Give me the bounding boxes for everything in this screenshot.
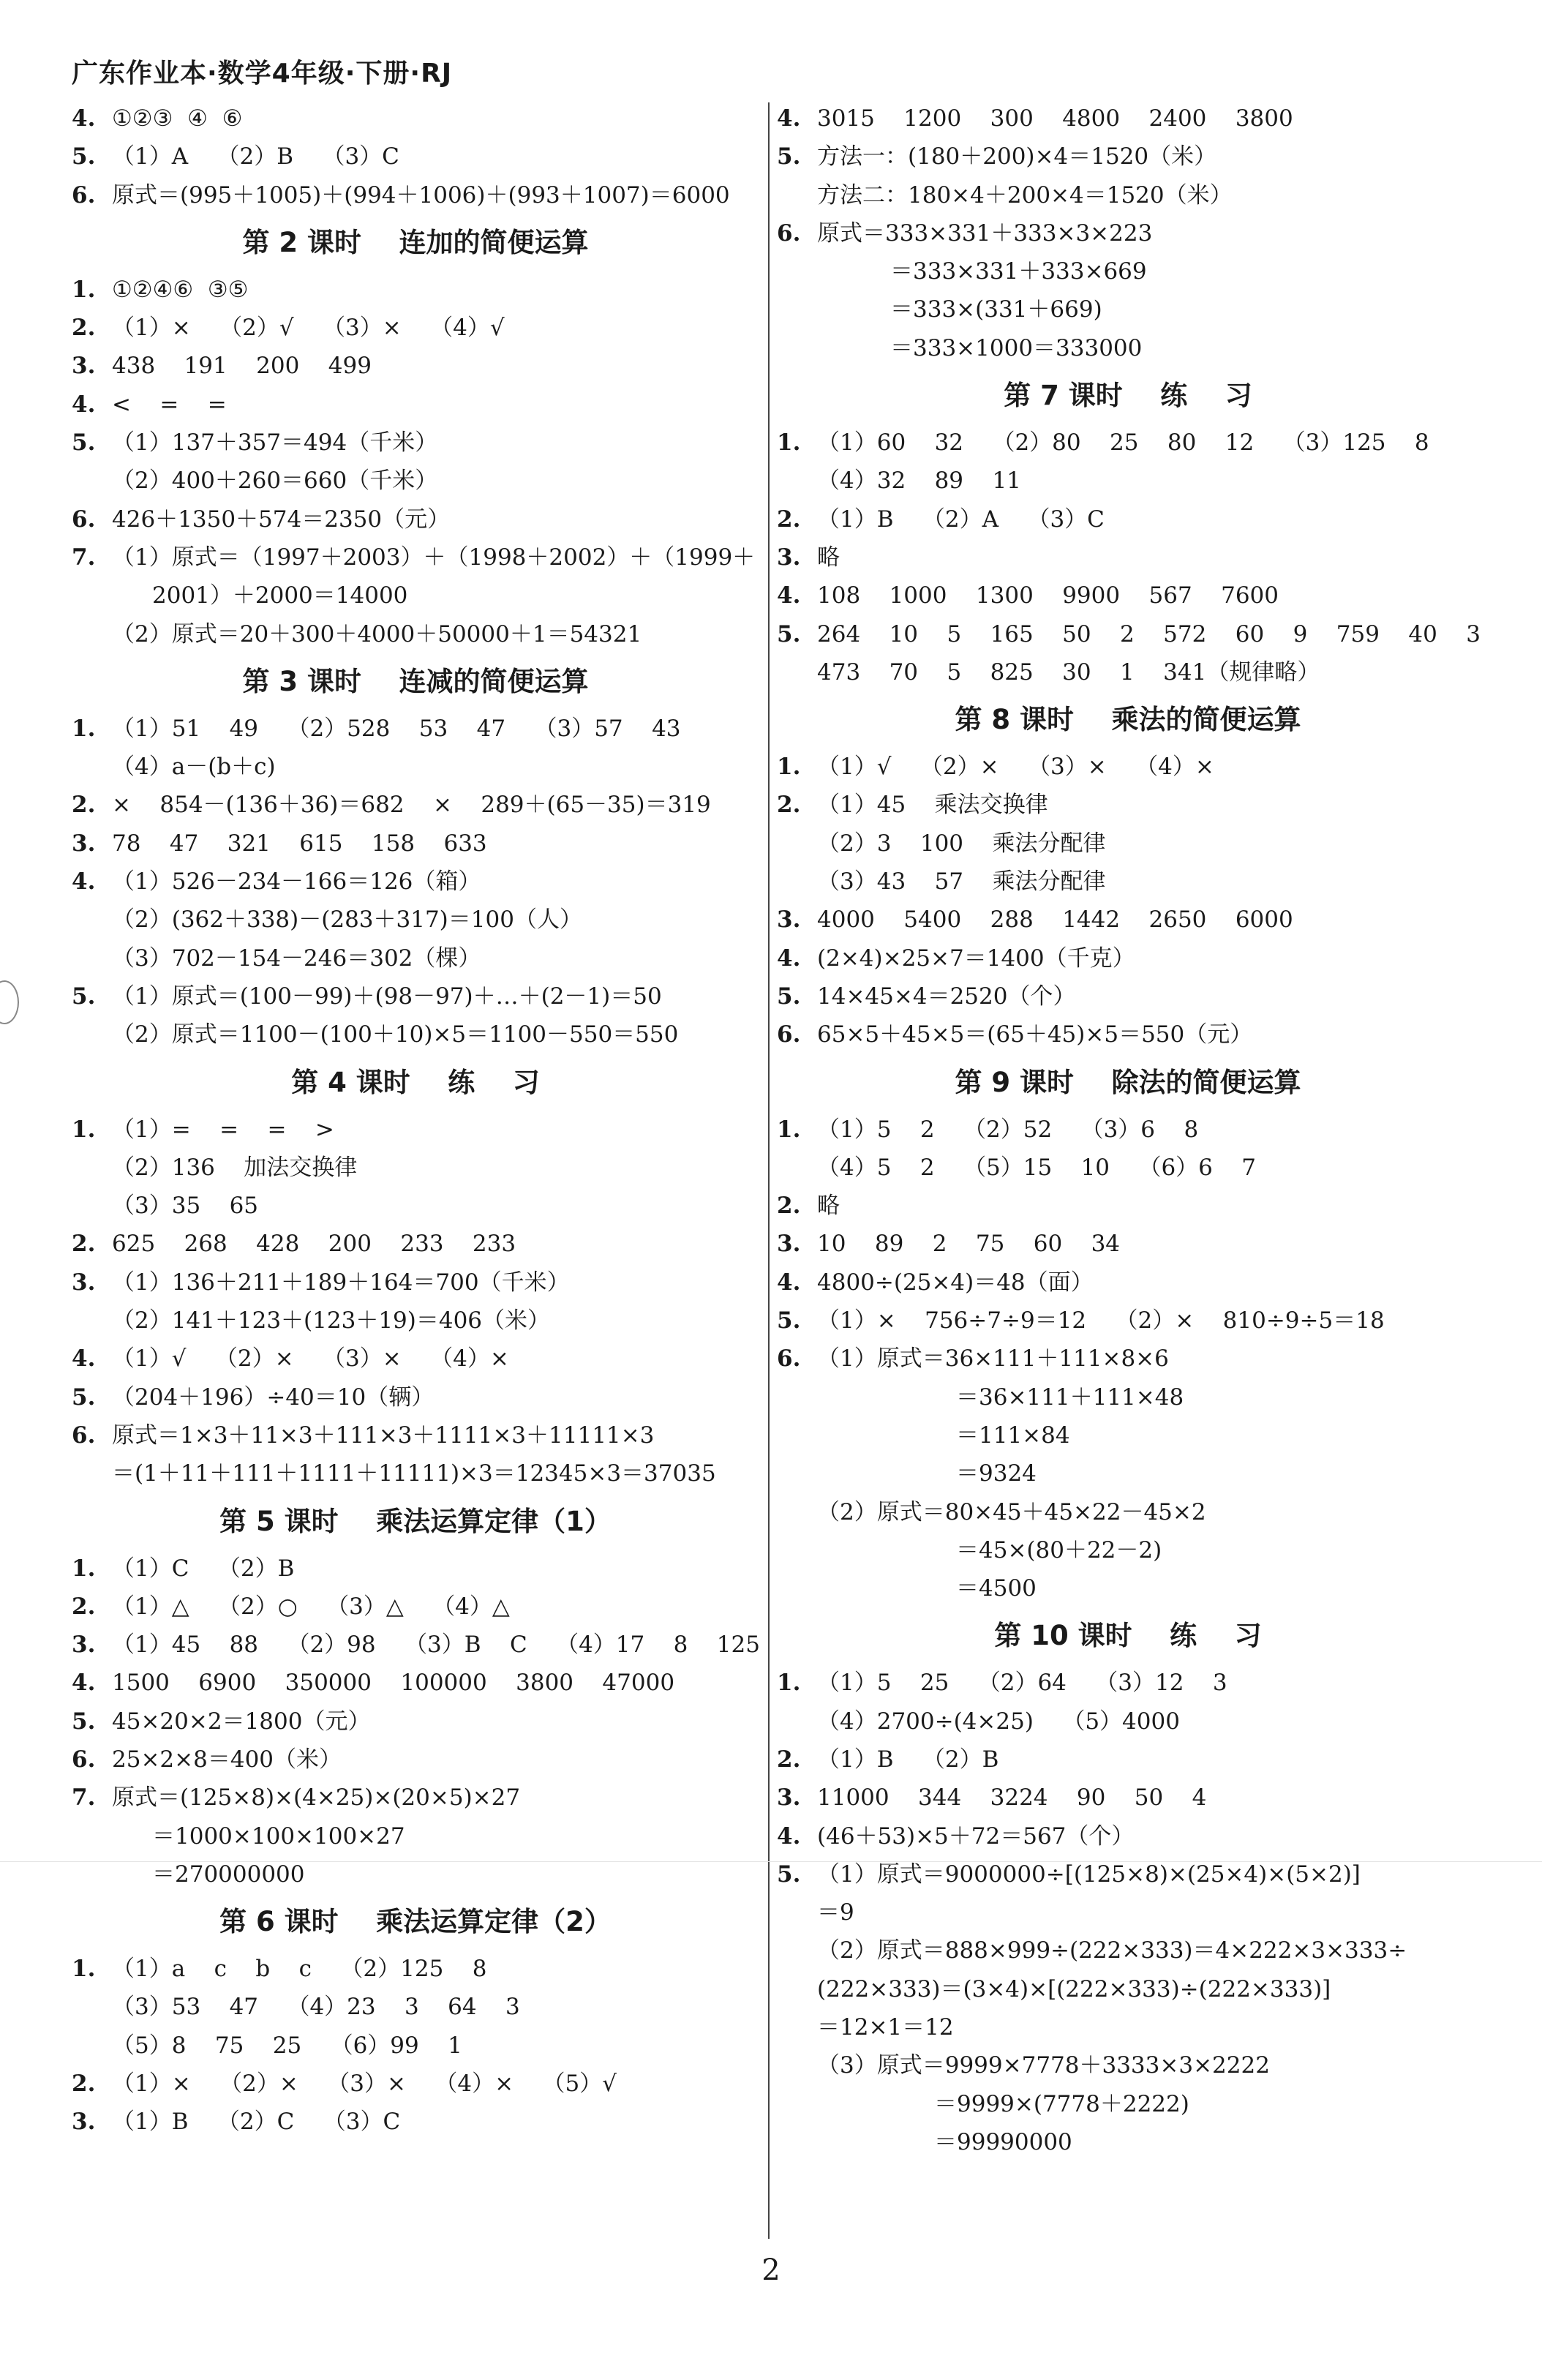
- answer-text: 3015 1200 300 4800 2400 3800: [817, 105, 1293, 132]
- question-number: 3.: [72, 1632, 96, 1659]
- question-number: 5.: [72, 1708, 96, 1735]
- answer-text: 625 268 428 200 233 233: [112, 1231, 516, 1258]
- question-number: 2.: [777, 506, 801, 533]
- answer-text: 原式＝(995＋1005)＋(994＋1006)＋(993＋1007)＝6000: [112, 181, 730, 209]
- question-number: 3.: [777, 1784, 801, 1812]
- answer-text: (2×4)×25×7＝1400（千克）: [817, 945, 1135, 972]
- question-number: 2.: [72, 1593, 96, 1620]
- answer-text: 方法二：180×4＋200×4＝1520（米）: [817, 181, 1233, 209]
- answer-line: [777, 1703, 1479, 1741]
- question-number: 5.: [72, 1384, 96, 1411]
- answer-text: （2）3 100 乘法分配律: [817, 830, 1106, 857]
- answer-line: [777, 176, 1479, 214]
- question-number: 2.: [72, 1231, 96, 1258]
- answer-line: [777, 1817, 1479, 1855]
- answer-line: [72, 1626, 759, 1664]
- question-number: 5.: [777, 620, 801, 647]
- answer-line: [72, 1454, 759, 1493]
- answer-text: （1）原式＝36×111＋111×8×6: [817, 1345, 1169, 1373]
- answer-line: [72, 1378, 759, 1416]
- question-number: 4.: [777, 1269, 801, 1296]
- answer-line: [72, 2065, 759, 2103]
- answer-line: [777, 138, 1479, 176]
- answer-text: （1）B （2）A （3）C: [817, 506, 1105, 533]
- answer-text: （1）137＋357＝494（千米）: [112, 429, 438, 457]
- answer-line: [777, 1378, 1479, 1416]
- question-number: 5.: [777, 1861, 801, 1888]
- answer-text: ＝9324: [956, 1460, 1037, 1487]
- answer-line: [777, 214, 1479, 252]
- lesson-5-answers: [72, 1550, 759, 1894]
- intro-answers-right: [777, 100, 1479, 367]
- answer-text: ＝(1＋11＋111＋1111＋11111)×3＝12345×3＝37035: [112, 1460, 716, 1487]
- question-number: 6.: [72, 1746, 96, 1773]
- question-number: 6.: [72, 181, 96, 209]
- answer-line: [72, 901, 759, 939]
- answer-line: [777, 2008, 1479, 2046]
- answer-line: [72, 424, 759, 462]
- answer-text: 4800÷(25×4)＝48（面）: [817, 1269, 1094, 1296]
- answer-text: 108 1000 1300 9900 567 7600: [817, 582, 1279, 609]
- answer-text: （1）√ （2）× （3）× （4）×: [817, 754, 1214, 781]
- answer-line: [72, 2103, 759, 2141]
- answer-line: [72, 1187, 759, 1225]
- answer-line: [777, 2046, 1479, 2084]
- answer-line: [777, 1302, 1479, 1340]
- page-header: 广东作业本·数学4年级·下册·RJ: [72, 59, 453, 89]
- question-number: 7.: [72, 1784, 96, 1812]
- answer-text: ＝12×1＝12: [817, 2014, 954, 2041]
- answer-text: （1）51 49 （2）528 53 47 （3）57 43: [112, 715, 681, 742]
- question-number: 4.: [777, 105, 801, 132]
- answer-line: [72, 710, 759, 748]
- answer-text: 10 89 2 75 60 34: [817, 1231, 1121, 1258]
- answer-line: [72, 577, 759, 615]
- answer-text: 426＋1350＋574＝2350（元）: [112, 506, 451, 533]
- question-number: 4.: [777, 582, 801, 609]
- answer-text: 2001）＋2000＝14000: [152, 582, 408, 609]
- answer-text: （2）原式＝20＋300＋4000＋50000＋1＝54321: [112, 620, 642, 647]
- answer-text: (46＋53)×5＋72＝567（个）: [817, 1822, 1135, 1850]
- question-number: 1.: [777, 1116, 801, 1143]
- answer-text: （1）× （2）× （3）× （4）× （5）√: [112, 2071, 617, 2098]
- answer-text: （3）35 65: [112, 1193, 259, 1220]
- section-heading-lesson-4: 第 4 课时 练 习: [291, 1066, 540, 1098]
- answer-line: [777, 1932, 1479, 1970]
- answer-text: （3）53 47 （4）23 3 64 3: [112, 1994, 520, 2021]
- answer-text: （1）5 25 （2）64 （3）12 3: [817, 1670, 1227, 1697]
- answer-text: （1）a c b c （2）125 8: [112, 1956, 487, 1983]
- answer-line: [72, 939, 759, 977]
- answer-text: ＝270000000: [152, 1861, 305, 1888]
- answer-line: [72, 1588, 759, 1626]
- question-number: 3.: [72, 2109, 96, 2136]
- answer-text: （2）原式＝888×999÷(222×333)＝4×222×3×333÷: [817, 1937, 1407, 1964]
- answer-text: （5）8 75 25 （6）99 1: [112, 2032, 462, 2059]
- question-number: 1.: [72, 1116, 96, 1143]
- answer-line: [72, 347, 759, 385]
- answer-text: 438 191 200 499: [112, 353, 372, 380]
- answer-text: （4）5 2 （5）15 10 （6）6 7: [817, 1154, 1257, 1181]
- answer-line: [777, 500, 1479, 538]
- question-number: 1.: [72, 1956, 96, 1983]
- answer-text: ①②③ ④ ⑥: [112, 105, 243, 132]
- answer-text: （1）A （2）B （3）C: [112, 143, 399, 170]
- answer-text: 略: [817, 544, 840, 571]
- answer-line: [777, 1187, 1479, 1225]
- answer-text: < = =: [112, 391, 227, 418]
- answer-text: （1）原式＝(100－99)＋(98－97)＋…＋(2－1)＝50: [112, 983, 662, 1010]
- answer-line: [72, 786, 759, 824]
- answer-text: （1）× 756÷7÷9＝12 （2）× 810÷9÷5＝18: [817, 1307, 1385, 1334]
- answer-text: ＝99990000: [934, 2128, 1072, 2155]
- answer-text: （204＋196）÷40＝10（辆）: [112, 1384, 435, 1411]
- question-number: 4.: [72, 1345, 96, 1373]
- answer-text: ＝4500: [956, 1575, 1037, 1602]
- answer-line: [72, 1741, 759, 1779]
- answer-line: [72, 176, 759, 214]
- answer-text: 原式＝1×3＋11×3＋111×3＋1111×3＋11111×3: [112, 1422, 655, 1449]
- answer-line: [72, 977, 759, 1016]
- answer-line: [777, 538, 1479, 577]
- answer-line: [777, 1416, 1479, 1454]
- question-number: 5.: [72, 143, 96, 170]
- lesson-4-answers: [72, 1111, 759, 1493]
- answer-text: （1）45 乘法交换律: [817, 792, 1048, 819]
- question-number: 4.: [777, 945, 801, 972]
- answer-line: [72, 1149, 759, 1187]
- answer-line: [72, 138, 759, 176]
- answer-text: （4）32 89 11: [817, 468, 1021, 495]
- answer-text: （1）原式＝9000000÷[(125×8)×(25×4)×(5×2)]: [817, 1861, 1361, 1888]
- answer-line: [777, 577, 1479, 615]
- question-number: 1.: [72, 1555, 96, 1582]
- question-number: 1.: [72, 715, 96, 742]
- question-number: 5.: [72, 983, 96, 1010]
- answer-line: [777, 1493, 1479, 1531]
- answer-line: [777, 2123, 1479, 2161]
- question-number: 6.: [777, 1345, 801, 1373]
- answer-line: [777, 100, 1479, 138]
- answer-text: （3）702－154－246＝302（棵）: [112, 945, 481, 972]
- answer-line: [777, 252, 1479, 290]
- answer-line: [72, 1111, 759, 1149]
- question-number: 3.: [72, 353, 96, 380]
- answer-line: [72, 1779, 759, 1817]
- answer-line: [777, 863, 1479, 901]
- question-number: 2.: [777, 1746, 801, 1773]
- answer-line: [72, 1016, 759, 1054]
- question-number: 2.: [777, 792, 801, 819]
- question-number: 4.: [777, 1822, 801, 1850]
- answer-line: [777, 1664, 1479, 1702]
- answer-line: [72, 1817, 759, 1855]
- answer-text: （1）136＋211＋189＋164＝700（千米）: [112, 1269, 570, 1296]
- answer-line: [777, 1855, 1479, 1893]
- answer-line: [777, 1569, 1479, 1607]
- answer-text: （1）60 32 （2）80 25 80 12 （3）125 8: [817, 429, 1429, 457]
- answer-line: [777, 653, 1479, 691]
- lesson-10-answers: [777, 1664, 1479, 2161]
- answer-text: （1）= = = >: [112, 1116, 334, 1143]
- answer-text: (222×333)＝(3×4)×[(222×333)÷(222×333)]: [817, 1975, 1331, 2002]
- answer-text: （1）原式＝（1997＋2003）＋（1998＋2002）＋（1999＋: [112, 544, 756, 571]
- answer-text: （1）C （2）B: [112, 1555, 295, 1582]
- answer-line: [72, 1340, 759, 1378]
- question-number: 6.: [777, 219, 801, 247]
- answer-line: [777, 786, 1479, 824]
- answer-text: 原式＝(125×8)×(4×25)×(20×5)×27: [112, 1784, 521, 1812]
- section-heading-lesson-2: 第 2 课时 连加的简便运算: [242, 226, 589, 258]
- answer-line: [777, 1225, 1479, 1263]
- answer-line: [777, 290, 1479, 329]
- question-number: 1.: [777, 429, 801, 457]
- answer-text: （1）B （2）C （3）C: [112, 2109, 401, 2136]
- answer-text: 原式＝333×331＋333×3×223: [817, 219, 1153, 247]
- answer-line: [777, 1454, 1479, 1493]
- section-heading-lesson-6: 第 6 课时 乘法运算定律（2）: [219, 1906, 612, 1938]
- answer-text: ＝111×84: [956, 1422, 1070, 1449]
- answer-text: （1）526－234－166＝126（箱）: [112, 868, 481, 896]
- question-number: 7.: [72, 544, 96, 571]
- answer-line: [72, 462, 759, 500]
- section-heading-lesson-10: 第 10 课时 练 习: [994, 1620, 1262, 1652]
- section-heading-lesson-3: 第 3 课时 连减的简便运算: [242, 665, 589, 697]
- answer-line: [777, 939, 1479, 977]
- answer-line: [777, 1531, 1479, 1569]
- answer-line: [72, 748, 759, 786]
- answer-line: [72, 1416, 759, 1454]
- answer-text: 1500 6900 350000 100000 3800 47000: [112, 1670, 675, 1697]
- question-number: 3.: [777, 906, 801, 934]
- answer-line: [72, 271, 759, 309]
- answer-line: [777, 1149, 1479, 1187]
- answer-text: （4）2700÷(4×25) （5）4000: [817, 1708, 1180, 1735]
- answer-text: ＝9999×(7778＋2222): [934, 2090, 1189, 2117]
- answer-line: [72, 1855, 759, 1893]
- intro-answers-left: [72, 100, 759, 214]
- answer-line: [777, 615, 1479, 653]
- answer-line: [777, 1264, 1479, 1302]
- answer-text: 78 47 321 615 158 633: [112, 830, 487, 857]
- answer-text: （3）43 57 乘法分配律: [817, 868, 1106, 896]
- answer-text: （2）141＋123＋(123＋19)＝406（米）: [112, 1307, 551, 1334]
- answer-line: [72, 1264, 759, 1302]
- question-number: 3.: [72, 830, 96, 857]
- answer-line: [72, 100, 759, 138]
- lesson-2-answers: [72, 271, 759, 653]
- section-heading-lesson-8: 第 8 课时 乘法的简便运算: [955, 704, 1301, 736]
- answer-line: [777, 462, 1479, 500]
- answer-text: （2）400＋260＝660（千米）: [112, 468, 438, 495]
- answer-line: [777, 1016, 1479, 1054]
- answer-text: （2）136 加法交换律: [112, 1154, 358, 1181]
- answer-line: [777, 329, 1479, 367]
- answer-text: ＝45×(80＋22－2): [956, 1536, 1162, 1563]
- question-number: 2.: [777, 1193, 801, 1220]
- question-number: 5.: [777, 1307, 801, 1334]
- section-heading-lesson-7: 第 7 课时 练 习: [1004, 380, 1252, 412]
- answer-text: ①②④⑥ ③⑤: [112, 276, 249, 303]
- question-number: 6.: [777, 1021, 801, 1048]
- column-divider: [768, 102, 770, 2239]
- question-number: 6.: [72, 506, 96, 533]
- answer-line: [777, 1893, 1479, 1932]
- answer-text: ＝9: [817, 1899, 854, 1926]
- answer-line: [777, 2085, 1479, 2123]
- answer-line: [72, 615, 759, 653]
- answer-text: （1）× （2）√ （3）× （4）√: [112, 315, 505, 342]
- answer-text: ＝333×331＋333×669: [890, 258, 1147, 285]
- answer-line: [777, 1741, 1479, 1779]
- question-number: 5.: [72, 429, 96, 457]
- left-column: [72, 100, 759, 2141]
- lesson-9-answers: [777, 1111, 1479, 1608]
- question-number: 2.: [72, 2071, 96, 2098]
- answer-line: [72, 309, 759, 347]
- question-number: 4.: [72, 391, 96, 418]
- answer-text: （1）√ （2）× （3）× （4）×: [112, 1345, 509, 1373]
- answer-line: [777, 901, 1479, 939]
- question-number: 4.: [72, 105, 96, 132]
- question-number: 1.: [777, 754, 801, 781]
- question-number: 4.: [72, 1670, 96, 1697]
- answer-text: 473 70 5 825 30 1 341（规律略）: [817, 658, 1320, 686]
- question-number: 4.: [72, 868, 96, 896]
- answer-line: [777, 977, 1479, 1016]
- answer-line: [72, 500, 759, 538]
- answer-line: [777, 1970, 1479, 2008]
- section-heading-lesson-9: 第 9 课时 除法的简便运算: [955, 1066, 1301, 1098]
- answer-text: 25×2×8＝400（米）: [112, 1746, 342, 1773]
- question-number: 3.: [777, 1231, 801, 1258]
- answer-text: （1）5 2 （2）52 （3）6 8: [817, 1116, 1199, 1143]
- answer-text: （1）△ （2）○ （3）△ （4）△: [112, 1593, 510, 1620]
- answer-line: [72, 1550, 759, 1588]
- question-number: 3.: [72, 1269, 96, 1296]
- answer-line: [72, 825, 759, 863]
- answer-line: [777, 1779, 1479, 1817]
- right-column: [777, 100, 1479, 2161]
- answer-line: [777, 1340, 1479, 1378]
- answer-line: [72, 1988, 759, 2026]
- answer-line: [777, 825, 1479, 863]
- lesson-6-answers: [72, 1950, 759, 2141]
- answer-line: [777, 1111, 1479, 1149]
- answer-line: [777, 424, 1479, 462]
- answer-text: 14×45×4＝2520（个）: [817, 983, 1076, 1010]
- answer-text: （3）原式＝9999×7778＋3333×3×2222: [817, 2052, 1270, 2079]
- question-number: 1.: [777, 1670, 801, 1697]
- binding-hole-mark: [0, 980, 19, 1024]
- lesson-3-answers: [72, 710, 759, 1054]
- answer-text: 4000 5400 288 1442 2650 6000: [817, 906, 1293, 934]
- answer-line: [72, 538, 759, 577]
- answer-line: [72, 1664, 759, 1702]
- question-number: 5.: [777, 983, 801, 1010]
- answer-text: （4）a－(b＋c): [112, 754, 276, 781]
- question-number: 2.: [72, 315, 96, 342]
- answer-text: × 854－(136＋36)＝682 × 289＋(65－35)＝319: [112, 792, 711, 819]
- lesson-7-answers: [777, 424, 1479, 691]
- question-number: 2.: [72, 792, 96, 819]
- answer-text: 11000 344 3224 90 50 4: [817, 1784, 1207, 1812]
- answer-text: ＝333×1000＝333000: [890, 334, 1143, 361]
- answer-line: [72, 1950, 759, 1988]
- answer-line: [777, 748, 1479, 786]
- answer-text: 45×20×2＝1800（元）: [112, 1708, 371, 1735]
- answer-text: （1）B （2）B: [817, 1746, 999, 1773]
- answer-text: 264 10 5 165 50 2 572 60 9 759 40 3: [817, 620, 1481, 647]
- answer-text: （2）(362＋338)－(283＋317)＝100（人）: [112, 906, 582, 934]
- question-number: 6.: [72, 1422, 96, 1449]
- answer-line: [72, 1703, 759, 1741]
- section-heading-lesson-5: 第 5 课时 乘法运算定律（1）: [219, 1505, 612, 1537]
- answer-text: （2）原式＝1100－(100＋10)×5＝1100－550＝550: [112, 1021, 679, 1048]
- answer-text: 65×5＋45×5＝(65＋45)×5＝550（元）: [817, 1021, 1253, 1048]
- answer-text: ＝333×(331＋669): [890, 296, 1102, 323]
- answer-text: ＝36×111＋111×48: [956, 1384, 1184, 1411]
- answer-line: [72, 1225, 759, 1263]
- answer-line: [72, 386, 759, 424]
- question-number: 1.: [72, 276, 96, 303]
- answer-line: [72, 863, 759, 901]
- answer-line: [72, 2027, 759, 2065]
- answer-text: （1）45 88 （2）98 （3）B C （4）17 8 125: [112, 1632, 760, 1659]
- answer-text: 略: [817, 1193, 840, 1220]
- answer-text: （2）原式＝80×45＋45×22－45×2: [817, 1498, 1206, 1525]
- question-number: 5.: [777, 143, 801, 170]
- lesson-8-answers: [777, 748, 1479, 1054]
- question-number: 3.: [777, 544, 801, 571]
- answer-text: ＝1000×100×100×27: [152, 1822, 405, 1850]
- answer-text: 方法一：(180＋200)×4＝1520（米）: [817, 143, 1217, 170]
- page-number: 2: [761, 2253, 781, 2287]
- answer-line: [72, 1302, 759, 1340]
